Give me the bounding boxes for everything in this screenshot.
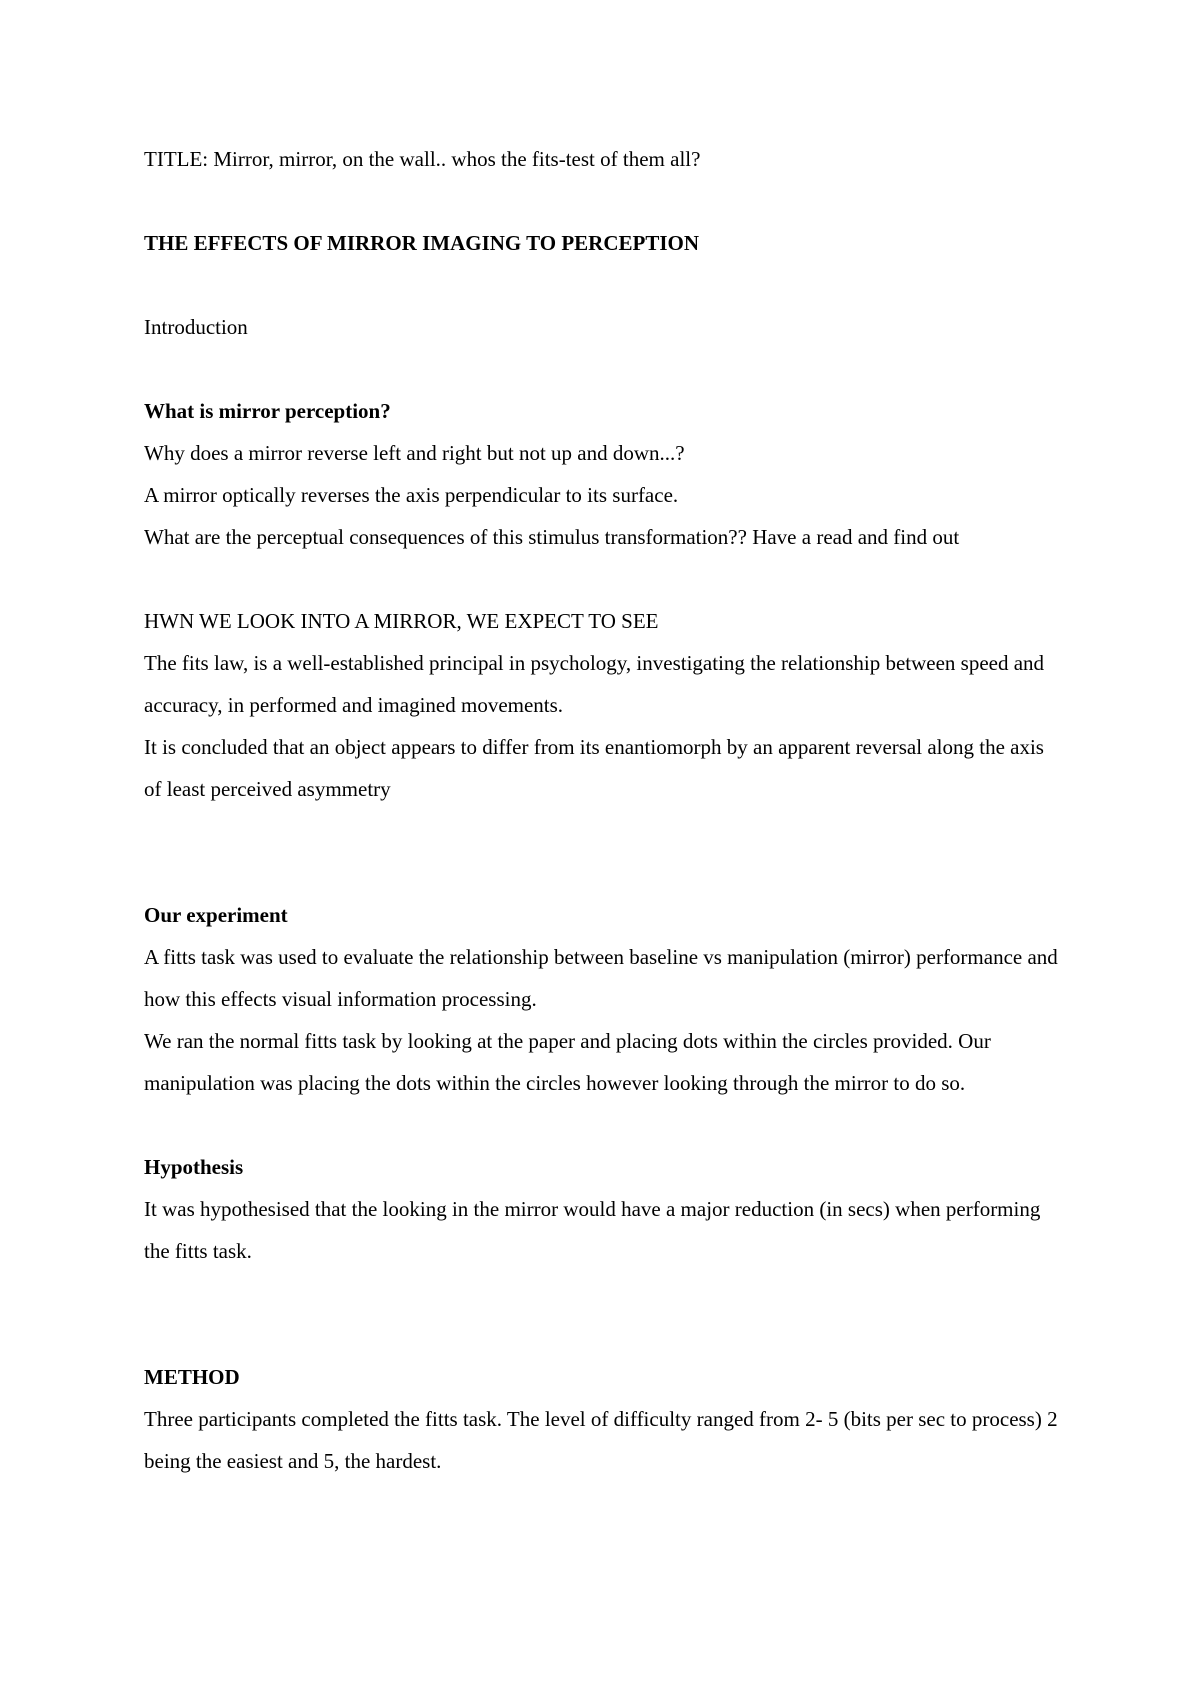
mirror-perception-line: Why does a mirror reverse left and right but not up and down...? xyxy=(144,441,685,465)
document-title-line: TITLE: Mirror, mirror, on the wall.. whos the fits-test of them all? xyxy=(144,147,701,171)
expectation-paragraph: It is concluded that an object appears to differ from its enantiomorph by an apparent reversal along the axis of least perceived asymmetry xyxy=(144,735,1044,801)
method-paragraph: Three participants completed the fitts task. The level of difficulty ranged from 2- 5 (bits per sec to process) 2 being the easiest and 5, the hardest. xyxy=(144,1407,1058,1473)
introduction-label: Introduction xyxy=(144,315,248,339)
method-heading: METHOD xyxy=(144,1365,240,1389)
experiment-heading: Our experiment xyxy=(144,903,288,927)
expectation-heading: HWN WE LOOK INTO A MIRROR, WE EXPECT TO SEE xyxy=(144,609,659,633)
experiment-paragraph: A fitts task was used to evaluate the relationship between baseline vs manipulation (mirror) performance and how this effects visual information processing. xyxy=(144,945,1058,1011)
main-heading: THE EFFECTS OF MIRROR IMAGING TO PERCEPTION xyxy=(144,231,700,255)
mirror-perception-heading: What is mirror perception? xyxy=(144,399,391,423)
mirror-perception-line: A mirror optically reverses the axis perpendicular to its surface. xyxy=(144,483,679,507)
hypothesis-paragraph: It was hypothesised that the looking in the mirror would have a major reduction (in secs) when performing the fitts task. xyxy=(144,1197,1041,1263)
expectation-paragraph: The fits law, is a well-established principal in psychology, investigating the relationship between speed and accuracy, in performed and imagined movements. xyxy=(144,651,1045,717)
hypothesis-heading: Hypothesis xyxy=(144,1155,244,1179)
mirror-perception-line: What are the perceptual consequences of this stimulus transformation?? Have a read and find out xyxy=(144,525,960,549)
experiment-paragraph: We ran the normal fitts task by looking at the paper and placing dots within the circles provided. Our manipulation was placing the dots within the circles however looking through the mirror to do so. xyxy=(144,1029,991,1095)
document-body xyxy=(144,138,1064,1482)
